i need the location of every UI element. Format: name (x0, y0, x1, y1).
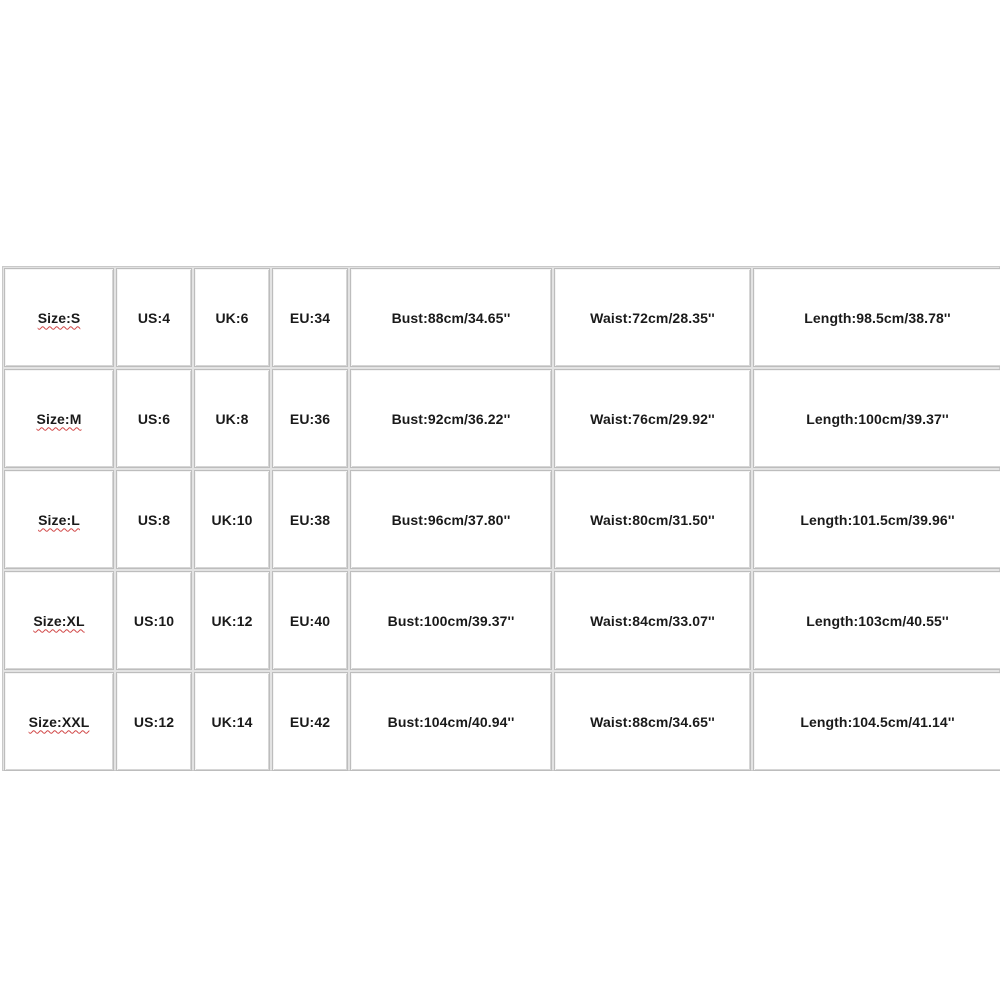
length-value: Length:98.5cm/38.78'' (804, 309, 951, 326)
us-size-value: US:6 (137, 410, 171, 427)
us-size-cell (116, 470, 192, 569)
eu-size-cell (272, 369, 348, 468)
uk-size-cell (194, 571, 270, 670)
length-cell (753, 268, 1000, 367)
waist-cell (554, 672, 751, 771)
size-label: Size:S (37, 309, 81, 326)
size-cell (4, 672, 114, 771)
waist-cell (554, 470, 751, 569)
eu-size-cell (272, 268, 348, 367)
size-label: Size:M (36, 410, 82, 427)
bust-cell (350, 672, 552, 771)
uk-size-cell (194, 268, 270, 367)
eu-size-value: EU:40 (289, 612, 331, 629)
length-cell (753, 369, 1000, 468)
us-size-value: US:8 (137, 511, 171, 528)
eu-size-cell (272, 571, 348, 670)
length-cell (753, 571, 1000, 670)
uk-size-value: UK:6 (215, 309, 249, 326)
length-value: Length:104.5cm/41.14'' (800, 713, 955, 730)
bust-value: Bust:92cm/36.22'' (391, 410, 511, 427)
size-cell (4, 268, 114, 367)
us-size-cell (116, 369, 192, 468)
bust-value: Bust:100cm/39.37'' (387, 612, 515, 629)
uk-size-value: UK:14 (211, 713, 253, 730)
size-chart-table (2, 266, 1000, 771)
eu-size-cell (272, 672, 348, 771)
size-cell (4, 369, 114, 468)
uk-size-cell (194, 369, 270, 468)
length-cell (753, 672, 1000, 771)
size-label: Size:XXL (28, 713, 90, 730)
us-size-cell (116, 672, 192, 771)
bust-cell (350, 268, 552, 367)
uk-size-cell (194, 470, 270, 569)
length-value: Length:100cm/39.37'' (806, 410, 949, 427)
eu-size-value: EU:34 (289, 309, 331, 326)
waist-cell (554, 369, 751, 468)
us-size-value: US:4 (137, 309, 171, 326)
waist-value: Waist:76cm/29.92'' (590, 410, 715, 427)
eu-size-value: EU:38 (289, 511, 331, 528)
eu-size-value: EU:42 (289, 713, 331, 730)
bust-value: Bust:104cm/40.94'' (387, 713, 515, 730)
eu-size-cell (272, 470, 348, 569)
size-cell (4, 571, 114, 670)
waist-cell (554, 268, 751, 367)
length-value: Length:103cm/40.55'' (806, 612, 949, 629)
size-label: Size:XL (33, 612, 85, 629)
us-size-cell (116, 571, 192, 670)
waist-value: Waist:84cm/33.07'' (590, 612, 715, 629)
length-value: Length:101.5cm/39.96'' (800, 511, 955, 528)
us-size-cell (116, 268, 192, 367)
size-label: Size:L (38, 511, 80, 528)
bust-cell (350, 571, 552, 670)
waist-value: Waist:80cm/31.50'' (590, 511, 715, 528)
length-cell (753, 470, 1000, 569)
uk-size-value: UK:12 (211, 612, 253, 629)
bust-value: Bust:96cm/37.80'' (391, 511, 511, 528)
uk-size-value: UK:8 (215, 410, 249, 427)
bust-value: Bust:88cm/34.65'' (391, 309, 511, 326)
us-size-value: US:10 (133, 612, 175, 629)
size-cell (4, 470, 114, 569)
waist-value: Waist:88cm/34.65'' (590, 713, 715, 730)
uk-size-cell (194, 672, 270, 771)
waist-cell (554, 571, 751, 670)
us-size-value: US:12 (133, 713, 175, 730)
bust-cell (350, 470, 552, 569)
bust-cell (350, 369, 552, 468)
eu-size-value: EU:36 (289, 410, 331, 427)
waist-value: Waist:72cm/28.35'' (590, 309, 715, 326)
uk-size-value: UK:10 (211, 511, 253, 528)
